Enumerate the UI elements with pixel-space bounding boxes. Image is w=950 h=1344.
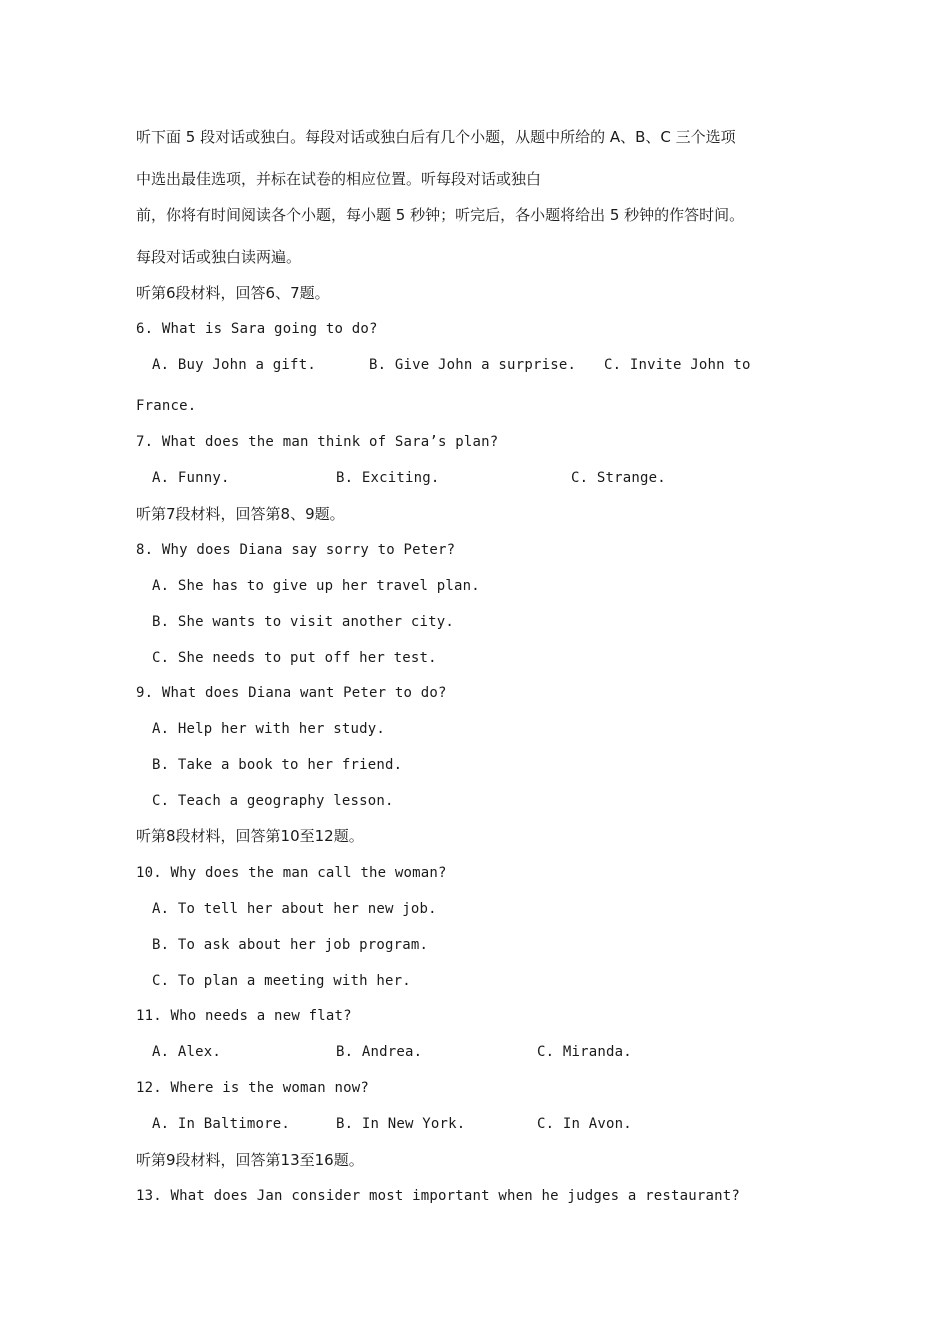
question-6-option-b: B. Give John a surprise. <box>369 357 577 373</box>
instructions-line-2: 中选出最佳选项，并标在试卷的相应位置。听每段对话或独白 <box>136 170 542 188</box>
question-6-option-c-continuation: France. <box>136 398 197 414</box>
section-heading-7: 听第7段材料，回答第8、9题。 <box>136 505 345 523</box>
question-10-option-c: C. To plan a meeting with her. <box>152 973 411 989</box>
question-7-option-c: C. Strange. <box>571 470 666 486</box>
instructions-line-4: 每段对话或独白读两遍。 <box>136 248 302 266</box>
question-10-stem: 10. Why does the man call the woman? <box>136 865 447 881</box>
instructions-line-1: 听下面 5 段对话或独白。每段对话或独白后有几个小题，从题中所给的 A、B、C 三个选项 <box>136 128 736 146</box>
question-12-option-b: B. In New York. <box>336 1116 466 1132</box>
question-11-option-c: C. Miranda. <box>537 1044 632 1060</box>
question-8-option-c: C. She needs to put off her test. <box>152 650 437 666</box>
question-8-option-a: A. She has to give up her travel plan. <box>152 578 480 594</box>
question-13-stem: 13. What does Jan consider most important when he judges a restaurant? <box>136 1188 741 1204</box>
section-heading-9: 听第9段材料，回答第13至16题。 <box>136 1151 364 1169</box>
question-7-option-b: B. Exciting. <box>336 470 440 486</box>
question-12-stem: 12. Where is the woman now? <box>136 1080 369 1096</box>
question-9-stem: 9. What does Diana want Peter to do? <box>136 685 447 701</box>
question-7-stem: 7. What does the man think of Sara’s plan? <box>136 434 499 450</box>
question-8-option-b: B. She wants to visit another city. <box>152 614 455 630</box>
section-heading-6: 听第6段材料，回答6、7题。 <box>136 284 330 302</box>
question-11-option-a: A. Alex. <box>152 1044 222 1060</box>
question-6-option-a: A. Buy John a gift. <box>152 357 316 373</box>
question-10-option-b: B. To ask about her job program. <box>152 937 429 953</box>
section-heading-8: 听第8段材料，回答第10至12题。 <box>136 827 364 845</box>
question-12-option-a: A. In Baltimore. <box>152 1116 291 1132</box>
question-9-option-b: B. Take a book to her friend. <box>152 757 403 773</box>
question-9-option-c: C. Teach a geography lesson. <box>152 793 394 809</box>
question-11-stem: 11. Who needs a new flat? <box>136 1008 352 1024</box>
question-7-option-a: A. Funny. <box>152 470 230 486</box>
question-9-option-a: A. Help her with her study. <box>152 721 385 737</box>
question-6-stem: 6. What is Sara going to do? <box>136 321 378 337</box>
question-11-option-b: B. Andrea. <box>336 1044 423 1060</box>
question-12-option-c: C. In Avon. <box>537 1116 632 1132</box>
question-6-option-c: C. Invite John to <box>604 357 751 373</box>
question-8-stem: 8. Why does Diana say sorry to Peter? <box>136 542 456 558</box>
instructions-line-3: 前，你将有时间阅读各个小题，每小题 5 秒钟；听完后，各小题将给出 5 秒钟的作答时间。 <box>136 206 745 224</box>
question-10-option-a: A. To tell her about her new job. <box>152 901 437 917</box>
